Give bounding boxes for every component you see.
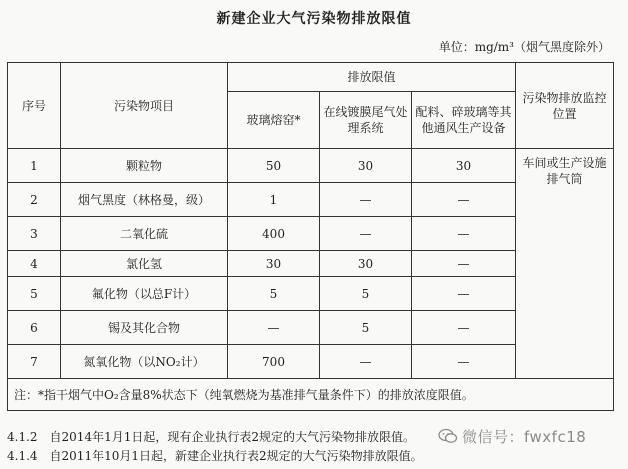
cell-batch: — [412, 311, 516, 345]
cell-pollutant: 锡及其化合物 [61, 311, 228, 345]
cell-online: — [320, 183, 412, 217]
cell-pollutant: 氟化物（以总F计） [61, 277, 228, 311]
footnote-2: 4.1.4 自2011年10月1日起，新建企业执行表2规定的大气污染物排放限值。 [7, 449, 423, 463]
monitor-location: 车间或生产设施排气筒 [516, 149, 614, 379]
cell-glass: 700 [228, 345, 320, 379]
table-note: 注：*指干烟气中O₂含量8%状态下（纯氧燃烧为基准排气量条件下）的排放浓度限值。 [8, 379, 614, 411]
cell-online: — [320, 345, 412, 379]
watermark-text: 微信号：fwxfc18 [462, 428, 587, 446]
cell-glass: 1 [228, 183, 320, 217]
cell-online: 5 [320, 311, 412, 345]
cell-batch: — [412, 183, 516, 217]
cell-glass: 400 [228, 217, 320, 251]
cell-pollutant: 氯化氢 [61, 251, 228, 277]
cell-online: 30 [320, 149, 412, 183]
header-row-1 [8, 63, 614, 92]
note-row [8, 379, 614, 411]
cell-pollutant: 二氧化硫 [61, 217, 228, 251]
cell-seq: 7 [8, 345, 61, 379]
cell-seq: 6 [8, 311, 61, 345]
cell-glass: — [228, 311, 320, 345]
cell-pollutant: 颗粒物 [61, 149, 228, 183]
cell-batch: — [412, 251, 516, 277]
header-pollutant: 污染物项目 [61, 63, 228, 149]
wechat-icon [438, 428, 458, 444]
cell-online: — [320, 217, 412, 251]
cell-pollutant: 烟气黑度（林格曼，级） [61, 183, 228, 217]
cell-glass: 30 [228, 251, 320, 277]
emission-limits-table [7, 62, 614, 411]
header-seq: 序号 [8, 63, 61, 149]
wechat-watermark [438, 426, 586, 447]
cell-batch: — [412, 277, 516, 311]
cell-batch: 30 [412, 149, 516, 183]
header-monitor: 污染物排放监控位置 [516, 63, 614, 149]
cell-seq: 1 [8, 149, 61, 183]
header-online-coating: 在线镀膜尾气处理系统 [320, 92, 412, 149]
cell-batch: — [412, 217, 516, 251]
cell-glass: 5 [228, 277, 320, 311]
header-limit-group: 排放限值 [228, 63, 516, 92]
cell-seq: 4 [8, 251, 61, 277]
cell-batch: — [412, 345, 516, 379]
cell-seq: 3 [8, 217, 61, 251]
unit-note: 单位：mg/m³（烟气黑度除外） [438, 40, 610, 54]
cell-online: 5 [320, 277, 412, 311]
header-batch-equipment: 配料、碎玻璃等其他通风生产设备 [412, 92, 516, 149]
cell-online: 30 [320, 251, 412, 277]
cell-glass: 50 [228, 149, 320, 183]
cell-seq: 2 [8, 183, 61, 217]
cell-seq: 5 [8, 277, 61, 311]
cell-pollutant: 氮氧化物（以NO₂计） [61, 345, 228, 379]
footnote-1: 4.1.2 自2014年1月1日起，现有企业执行表2规定的大气污染物排放限值。 [7, 430, 415, 444]
header-glass-furnace: 玻璃熔窑* [228, 92, 320, 149]
table-title: 新建企业大气污染物排放限值 [216, 11, 412, 27]
table-row [8, 149, 614, 183]
